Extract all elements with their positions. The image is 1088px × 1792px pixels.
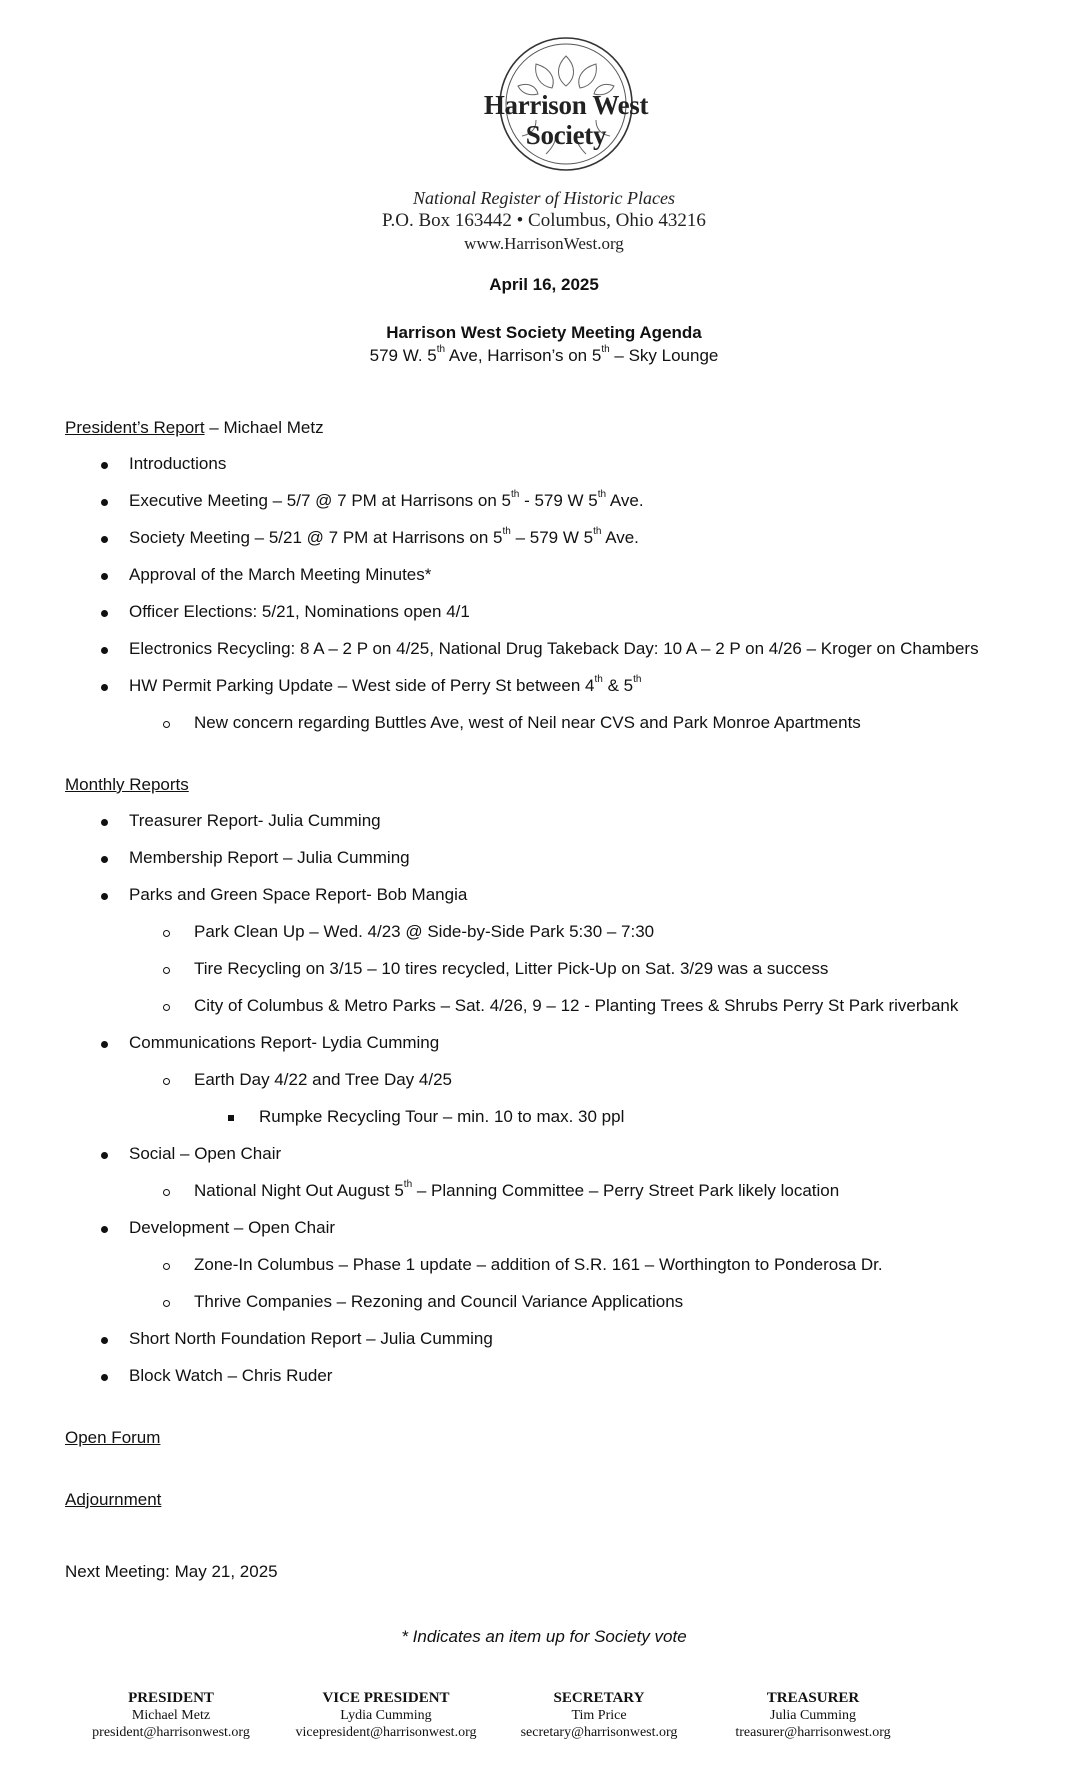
list-item-block-watch: Block Watch – Chris Ruder — [129, 1366, 333, 1385]
bullet-icon — [101, 1152, 108, 1159]
circle-bullet-icon — [163, 721, 170, 728]
officer-email: vicepresident@harrisonwest.org — [295, 1725, 477, 1740]
list-item-development: Development – Open Chair — [129, 1218, 336, 1237]
list-item-parking-concern: New concern regarding Buttles Ave, west of Neil near CVS and Park Monroe Apartments — [194, 713, 861, 732]
officer-secretary — [479, 1690, 719, 1741]
list-item-tree-planting: City of Columbus & Metro Parks – Sat. 4/26, 9 – 12 - Planting Trees & Shrubs Perry St Park riverbank — [194, 996, 959, 1015]
officer-role: PRESIDENT — [128, 1690, 214, 1706]
list-item-social: Social – Open Chair — [129, 1144, 282, 1163]
bullet-icon — [101, 1226, 108, 1233]
bullet-icon — [101, 462, 108, 469]
list-item-society-meeting: Society Meeting – 5/21 @ 7 PM at Harrisons on 5th – 579 W 5th Ave. — [129, 526, 639, 547]
list-item-membership-report: Membership Report – Julia Cumming — [129, 848, 410, 867]
open-forum-heading: Open Forum — [65, 1428, 161, 1447]
agenda-title: Harrison West Society Meeting Agenda — [386, 323, 702, 342]
list-item-introductions: Introductions — [129, 454, 227, 473]
list-item-national-night-out: National Night Out August 5th – Planning Committee – Perry Street Park likely location — [194, 1179, 840, 1200]
list-item-tire-recycling: Tire Recycling on 3/15 – 10 tires recycled, Litter Pick-Up on Sat. 3/29 was a success — [194, 959, 829, 978]
officer-treasurer — [693, 1690, 933, 1741]
list-item-park-clean-up: Park Clean Up – Wed. 4/23 @ Side-by-Side Park 5:30 – 7:30 — [194, 922, 655, 941]
bullet-icon — [101, 536, 108, 543]
mailing-address: P.O. Box 163442 • Columbus, Ohio 43216 — [382, 210, 706, 231]
list-item-parks-report: Parks and Green Space Report- Bob Mangia — [129, 885, 468, 904]
list-item-short-north-foundation: Short North Foundation Report – Julia Cumming — [129, 1329, 493, 1348]
list-item-zone-in-columbus: Zone-In Columbus – Phase 1 update – addition of S.R. 161 – Worthington to Ponderosa Dr. — [194, 1255, 883, 1274]
list-item-minutes-approval: Approval of the March Meeting Minutes* — [129, 565, 432, 584]
bullet-icon — [101, 1041, 108, 1048]
list-item-recycling: Electronics Recycling: 8 A – 2 P on 4/25, National Drug Takeback Day: 10 A – 2 P on 4/26 – Kroger on Chambers — [129, 639, 979, 658]
list-item-communications-report: Communications Report- Lydia Cumming — [129, 1033, 440, 1052]
bullet-icon — [101, 893, 108, 900]
officer-name: Michael Metz — [131, 1708, 211, 1723]
circle-bullet-icon — [163, 930, 170, 937]
bullet-icon — [101, 1374, 108, 1381]
circle-bullet-icon — [163, 1078, 170, 1085]
monthly-reports-heading: Monthly Reports — [65, 775, 189, 794]
circle-bullet-icon — [163, 1189, 170, 1196]
presidents-report-heading: President’s Report – Michael Metz — [65, 418, 324, 437]
meeting-location: 579 W. 5th Ave, Harrison’s on 5th – Sky Lounge — [369, 344, 719, 365]
bullet-icon — [101, 499, 108, 506]
list-item-executive-meeting: Executive Meeting – 5/7 @ 7 PM at Harrisons on 5th - 579 W 5th Ave. — [129, 489, 644, 510]
bullet-icon — [101, 856, 108, 863]
officer-name: Julia Cumming — [770, 1708, 856, 1723]
meeting-date: April 16, 2025 — [489, 275, 599, 294]
officer-name: Lydia Cumming — [340, 1708, 432, 1723]
officer-president — [51, 1690, 291, 1741]
bullet-icon — [101, 647, 108, 654]
officer-email: secretary@harrisonwest.org — [520, 1725, 678, 1740]
logo-text-harrison-west: Harrison West — [483, 90, 649, 120]
officer-vice-president — [266, 1690, 506, 1741]
adjournment-heading: Adjournment — [65, 1490, 162, 1509]
bullet-icon — [101, 819, 108, 826]
list-item-rumpke-tour: Rumpke Recycling Tour – min. 10 to max. 30 ppl — [259, 1107, 625, 1126]
logo-text-society: Society — [525, 120, 607, 150]
officer-role: TREASURER — [766, 1690, 860, 1706]
circle-bullet-icon — [163, 1263, 170, 1270]
circle-bullet-icon — [163, 967, 170, 974]
square-bullet-icon — [228, 1115, 234, 1121]
next-meeting: Next Meeting: May 21, 2025 — [65, 1562, 278, 1581]
bullet-icon — [101, 1337, 108, 1344]
officer-name: Tim Price — [571, 1708, 627, 1723]
officer-email: treasurer@harrisonwest.org — [735, 1725, 891, 1740]
circle-bullet-icon — [163, 1300, 170, 1307]
list-item-permit-parking: HW Permit Parking Update – West side of Perry St between 4th & 5th — [129, 674, 642, 695]
list-item-officer-elections: Officer Elections: 5/21, Nominations open 4/1 — [129, 602, 470, 621]
historic-register-line: National Register of Historic Places — [413, 188, 675, 208]
society-logo — [456, 36, 676, 176]
officer-role: SECRETARY — [553, 1690, 645, 1706]
list-item-earth-day: Earth Day 4/22 and Tree Day 4/25 — [194, 1070, 452, 1089]
bullet-icon — [101, 573, 108, 580]
officer-role: VICE PRESIDENT — [322, 1690, 450, 1706]
list-item-thrive-companies: Thrive Companies – Rezoning and Council Variance Applications — [194, 1292, 684, 1311]
website: www.HarrisonWest.org — [464, 234, 624, 253]
bullet-icon — [101, 684, 108, 691]
bullet-icon — [101, 610, 108, 617]
circle-bullet-icon — [163, 1004, 170, 1011]
officer-email: president@harrisonwest.org — [92, 1725, 250, 1740]
list-item-treasurer-report: Treasurer Report- Julia Cumming — [129, 811, 381, 830]
vote-footnote: * Indicates an item up for Society vote — [401, 1627, 687, 1646]
